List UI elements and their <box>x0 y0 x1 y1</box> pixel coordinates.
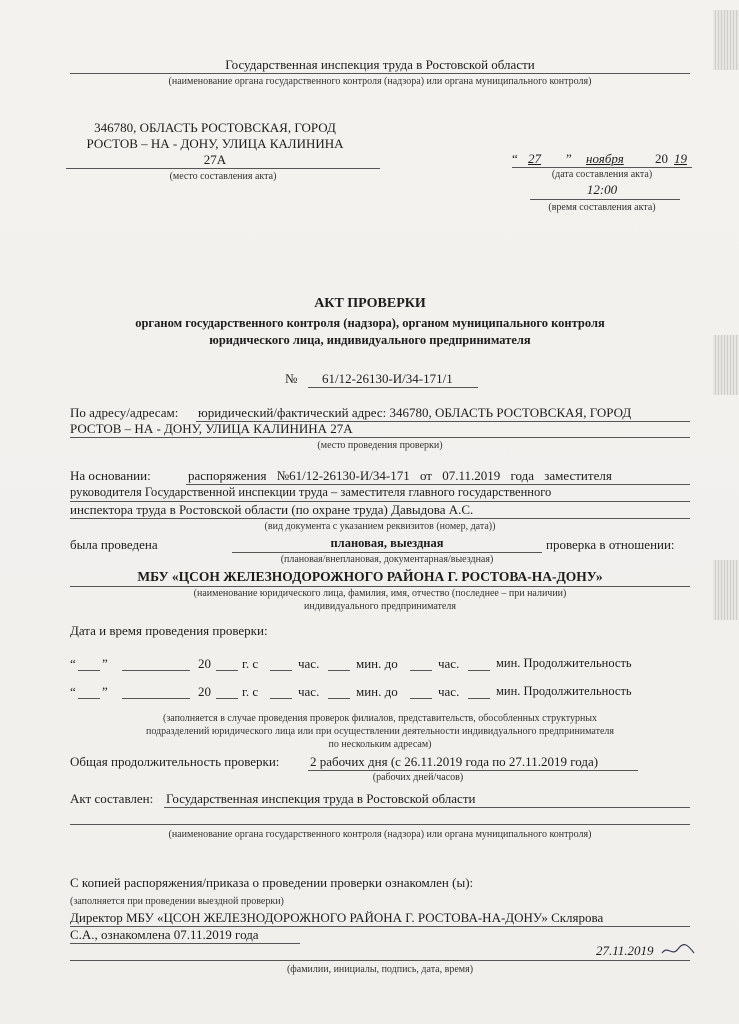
composed-caption: (наименование органа государственного контроля (надзора) или органа муниципального контроля) <box>168 829 592 840</box>
basis-line-1: распоряжения №61/12-26130-И/34-171 от 07.11.2019 года заместителя <box>188 468 612 483</box>
date-day: 27 <box>528 151 541 166</box>
divider <box>70 518 690 519</box>
acquainted-label: С копией распоряжения/приказа о проведении проверки ознакомлен (ы): <box>70 875 474 890</box>
divider <box>308 770 638 771</box>
address-value-2: РОСТОВ – НА - ДОНУ, УЛИЦА КАЛИНИНА 27А <box>70 421 353 436</box>
divider <box>530 199 680 200</box>
signature-line <box>70 960 690 961</box>
signature-mark <box>660 941 700 959</box>
duration-label: Общая продолжительность проверки: <box>70 754 280 769</box>
acquainted-line-2: С.А., ознакомлена 07.11.2019 года <box>70 927 259 942</box>
divider <box>308 387 478 388</box>
act-subtitle-2: юридического лица, индивидуального предпринимателя <box>209 333 531 347</box>
divider <box>164 807 690 808</box>
address-label: По адресу/адресам: <box>70 405 179 420</box>
divider <box>70 586 690 587</box>
datetime-note-3: по нескольким адресам) <box>328 739 432 750</box>
time-value: 12:00 <box>586 182 618 197</box>
composed-value: Государственная инспекция труда в Ростовской области <box>166 791 476 806</box>
binding-mark-top <box>713 10 739 70</box>
divider <box>70 943 300 944</box>
acquainted-caption: (фамилии, инициалы, подпись, дата, время) <box>286 964 474 975</box>
issuing-org-caption: (наименование органа государственного контроля (надзора) или органа муниципального контроля) <box>168 76 592 87</box>
composed-label: Акт составлен: <box>70 791 154 806</box>
basis-label: На основании: <box>70 468 151 483</box>
conducted-type: плановая, выездная <box>330 536 444 550</box>
acquainted-note: (заполняется при проведении выездной проверки) <box>70 896 284 907</box>
act-number: 61/12-26130-И/34-171/1 <box>322 371 453 386</box>
issuing-org-name: Государственная инспекция труда в Ростовской области <box>225 57 535 72</box>
date-year-suffix: 19 <box>674 151 687 166</box>
conducted-caption: (плановая/внеплановая, документарная/выездная) <box>280 554 494 565</box>
basis-line-3: инспектора труда в Ростовской области (по охране труда) Давыдова А.С. <box>70 502 474 517</box>
basis-caption: (вид документа с указанием реквизитов (номер, дата)) <box>264 521 496 532</box>
document-page: Государственная инспекция труда в Ростовской области (наименование органа государственного контроля (надзора) или органа муниципального контроля) 346780, ОБЛАСТЬ РОСТОВСКАЯ, ГОРОД РОСТОВ – НА - ДОНУ, УЛИЦА КАЛИНИНА 27А (место составления акта) “ 27 ” ноября 20 19 (дата составления акта) 12:00 (время составления акта) АКТ ПРОВЕРКИ органом государственного контроля (надзора), органом муниципального контроля юридического лица, индивидуального предпринимателя № 61/12-26130-И/34-171/1 По адресу/адресам: юридический/фактический адрес: 346780, ОБЛАСТЬ РОСТОВСКАЯ, ГОРОД РОСТОВ – НА - ДОНУ, УЛИЦА КАЛИНИНА 27А (место проведения проверки) На основании: распоряжения №61/12-26130-И/34-171 от 07.11.2019 года заместителя руководителя Государственной инспекции труда – заместителя главного государственного инспектора труда в Ростовской области (по охране труда) Давыдова А.С. (вид документа с указанием реквизитов (номер, дата)) была проведена плановая, выездная проверка в отношении: (плановая/внеплановая, документарная/выездная) МБУ «ЦСОН ЖЕЛЕЗНОДОРОЖНОГО РАЙОНА Г. РОСТОВА-НА-ДОНУ» (наименование юридического лица, фамилия, имя, отчество (последнее – при наличии) индивидуального предпринимателя Дата и время проведения проверки: “ ” 20 г. с час. мин. до час. мин. Продолжительность “ ” 20 г. с час. мин. до час. мин. Продолжительность (заполняется в случае проведения проверок филиалов, представительств, обособленных структурных подразделений юридического лица или при осуществлении деятельности индивидуального предпринимателя по нескольким адресам) Общая продолжительность проверки: 2 рабочих дня (с 26.11.2019 года по 27.11.2019 года) (рабочих дней/часов) Акт составлен: Государственная инспекция труда в Ростовской области (наименование органа государственного контроля (надзора) или органа муниципального контроля) С копией распоряжения/приказа о проведении проверки ознакомлен (ы): (заполняется при проведении выездной проверки) Директор МБУ «ЦСОН ЖЕЛЕЗНОДОРОЖНОГО РАЙОНА Г. РОСТОВА-НА-ДОНУ» Склярова С.А., ознакомлена 07.11.2019 года 27.11.2019 (фамилии, инициалы, подпись, дата, время) <box>0 0 739 1024</box>
date-quote-close: ” <box>566 151 572 166</box>
date-year-prefix: 20 <box>655 151 668 166</box>
act-subtitle-1: органом государственного контроля (надзора), органом муниципального контроля <box>135 316 605 330</box>
conducted-label: была проведена <box>70 537 158 552</box>
place-caption: (место составления акта) <box>169 171 277 182</box>
date-quote-open: “ <box>512 151 518 166</box>
divider <box>70 73 690 74</box>
entity-name: МБУ «ЦСОН ЖЕЛЕЗНОДОРОЖНОГО РАЙОНА Г. РОСТОВА-НА-ДОНУ» <box>137 569 603 584</box>
binding-mark-middle <box>713 335 739 395</box>
datetime-note-1: (заполняется в случае проведения проверок филиалов, представительств, обособленных структурных <box>162 713 598 724</box>
act-title: АКТ ПРОВЕРКИ <box>314 296 426 311</box>
divider <box>512 167 692 168</box>
datetime-label: Дата и время проведения проверки: <box>70 623 268 638</box>
place-line-1: 346780, ОБЛАСТЬ РОСТОВСКАЯ, ГОРОД <box>94 120 336 135</box>
duration-value: 2 рабочих дня (с 26.11.2019 года по 27.11.2019 года) <box>310 754 599 769</box>
acquainted-line-1: Директор МБУ «ЦСОН ЖЕЛЕЗНОДОРОЖНОГО РАЙОНА Г. РОСТОВА-НА-ДОНУ» Склярова <box>70 910 604 925</box>
place-line-3: 27А <box>203 152 227 167</box>
divider <box>70 824 690 825</box>
address-value-1: юридический/фактический адрес: 346780, ОБЛАСТЬ РОСТОВСКАЯ, ГОРОД <box>198 405 632 420</box>
time-caption: (время составления акта) <box>548 202 656 213</box>
act-number-label: № <box>285 371 298 386</box>
binding-mark-lower <box>713 560 739 620</box>
place-line-2: РОСТОВ – НА - ДОНУ, УЛИЦА КАЛИНИНА <box>86 136 344 151</box>
conducted-suffix: проверка в отношении: <box>546 537 675 552</box>
datetime-note-2: подразделений юридического лица или при осуществлении деятельности индивидуального предпринимателя <box>145 726 615 737</box>
date-month: ноября <box>586 151 624 166</box>
address-caption: (место проведения проверки) <box>317 440 443 451</box>
entity-caption-1: (наименование юридического лица, фамилия, имя, отчество (последнее – при наличии) <box>193 588 567 599</box>
divider <box>66 168 380 169</box>
signed-date: 27.11.2019 <box>596 943 654 958</box>
basis-line-2: руководителя Государственной инспекции труда – заместителя главного государственного <box>70 485 552 499</box>
divider <box>70 437 690 438</box>
entity-caption-2: индивидуального предпринимателя <box>304 601 456 612</box>
duration-caption: (рабочих дней/часов) <box>372 772 464 783</box>
divider <box>232 552 542 553</box>
date-caption: (дата составления акта) <box>551 169 653 180</box>
